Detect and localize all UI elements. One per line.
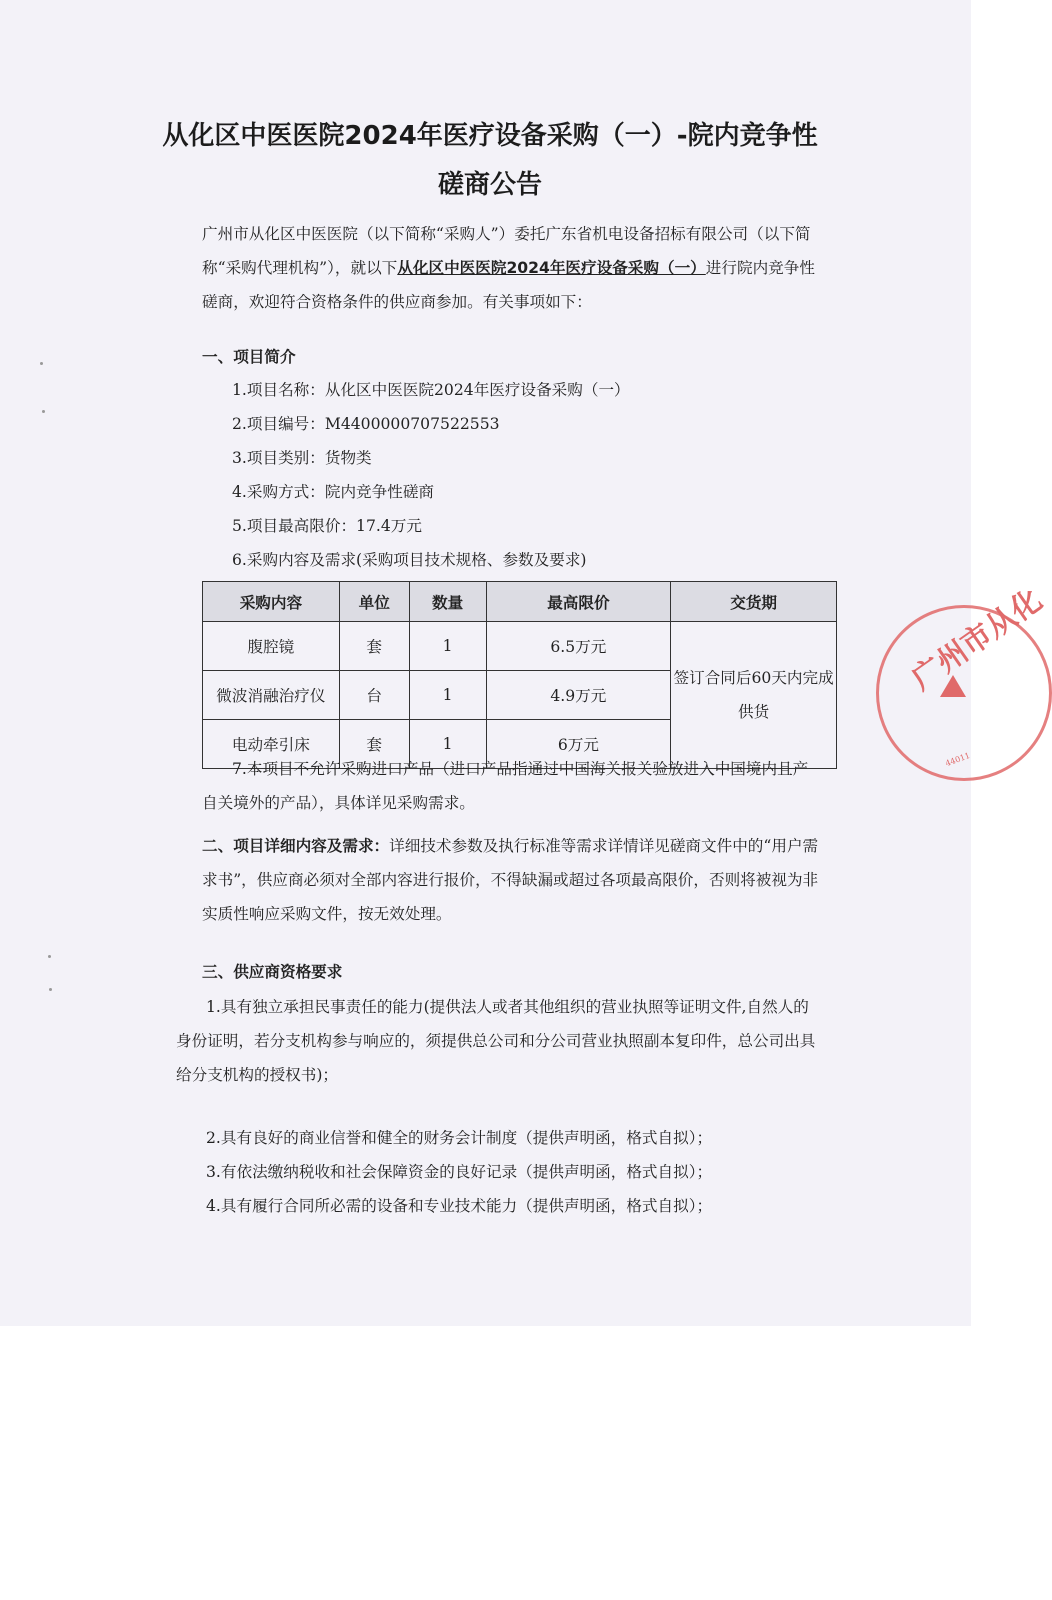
table-cell: 6万元 [486, 720, 671, 769]
table-header: 最高限价 [486, 582, 671, 622]
seal-text: 广州市从化 [905, 582, 1049, 698]
seal-star-icon [940, 675, 966, 697]
table-cell: 1 [409, 671, 486, 720]
section2-body: 详细技术参数及执行标准等需求详情详见磋商文件中的“用户需求书”，供应商必须对全部内容进行报价，不得缺漏或超过各项最高限价，否则将被视为非实质性响应采购文件，按无效处理。 [202, 837, 819, 923]
section3-heading: 三、供应商资格要求 [202, 963, 343, 981]
section1-heading: 一、项目简介 [202, 348, 296, 366]
table-cell: 台 [339, 671, 409, 720]
table-cell: 电动牵引床 [203, 720, 340, 769]
section2-paragraph [202, 829, 822, 931]
scan-speck [49, 988, 52, 991]
section3-item: 2.具有良好的商业信誉和健全的财务会计制度（提供声明函，格式自拟）； [206, 1129, 713, 1147]
intro-lead: 广州市从化区中医医院（以下简称“采购人”）委托广东省机电设备招标有限公司（以下简称“采购代理机构”），就以下 [202, 225, 811, 277]
table-header: 数量 [409, 582, 486, 622]
table-header-row [203, 582, 837, 622]
table-header: 交货期 [671, 582, 837, 622]
section1-item: 3.项目类别：货物类 [232, 449, 372, 467]
section1-item: 2.项目编号：M4400000707522553 [232, 415, 500, 433]
scan-speck [48, 955, 51, 958]
scan-speck [42, 410, 45, 413]
table-cell: 4.9万元 [486, 671, 671, 720]
project-name-link: 从化区中医医院2024年医疗设备采购（一） [397, 259, 706, 277]
table-cell: 6.5万元 [486, 622, 671, 671]
table-cell: 腹腔镜 [203, 622, 340, 671]
section1-item7: 7.本项目不允许采购进口产品（进口产品指通过中国海关报关验放进入中国境内且产自关境外的产品），具体详见采购需求。 [202, 760, 809, 812]
section1-item: 4.采购方式：院内竞争性磋商 [232, 483, 435, 501]
procurement-table [202, 581, 837, 769]
section3-item: 3.有依法缴纳税收和社会保障资金的良好记录（提供声明函，格式自拟）； [206, 1163, 713, 1181]
seal-number: 44011 [944, 750, 972, 769]
table-cell: 1 [409, 720, 486, 769]
table-header: 采购内容 [203, 582, 340, 622]
table-cell: 套 [339, 720, 409, 769]
delivery-cell: 签订合同后60天内完成供货 [671, 622, 837, 769]
document-title: 从化区中医医院2024年医疗设备采购（一）-院内竞争性磋商公告 [162, 121, 818, 200]
section3-item: 4.具有履行合同所必需的设备和专业技术能力（提供声明函，格式自拟）； [206, 1197, 713, 1215]
table-cell: 微波消融治疗仪 [203, 671, 340, 720]
section1-item: 1.项目名称：从化区中医医院2024年医疗设备采购（一） [232, 381, 630, 399]
section3-item: 1.具有独立承担民事责任的能力(提供法人或者其他组织的营业执照等证明文件,自然人的身份证明，若分支机构参与响应的，须提供总公司和分公司营业执照副本复印件，总公司出具给分支机构的授权书)； [176, 998, 816, 1084]
intro-tail: 进行院内竞争性磋商，欢迎符合资格条件的供应商参加。有关事项如下： [202, 259, 815, 311]
official-seal [860, 582, 1049, 810]
table-cell: 1 [409, 622, 486, 671]
table-header: 单位 [339, 582, 409, 622]
table-row [203, 622, 837, 671]
section2-heading: 二、项目详细内容及需求： [202, 837, 390, 855]
section1-item: 5.项目最高限价：17.4万元 [232, 517, 422, 535]
intro-paragraph [202, 217, 824, 319]
scan-speck [40, 362, 43, 365]
section1-item: 6.采购内容及需求(采购项目技术规格、参数及要求) [232, 551, 587, 569]
table-cell: 套 [339, 622, 409, 671]
